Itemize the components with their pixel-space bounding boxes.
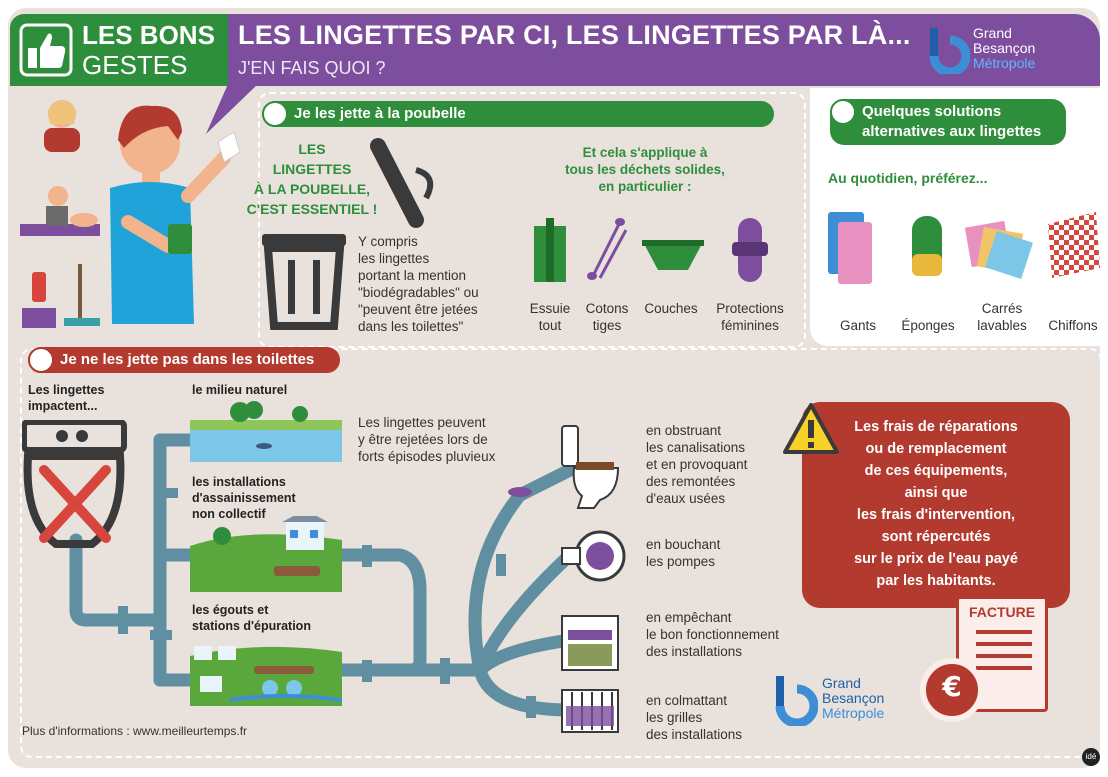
effect-3-line-3: des installations <box>646 644 743 659</box>
milieu-naturel-label: le milieu naturel <box>192 383 288 397</box>
clogged-grid-icon <box>560 688 620 734</box>
thumbs-down-icon <box>28 347 54 373</box>
warning-line-4: ainsi que <box>904 485 968 501</box>
item-label-protections-1: Protections <box>716 301 784 316</box>
prefer-text: Au quotidien, préférez... <box>828 170 988 186</box>
milieu-text-1: Les lingettes peuvent <box>358 415 486 430</box>
warning-line-8: par les habitants. <box>876 573 996 589</box>
header-brand-line-3: Métropole <box>973 55 1036 71</box>
paper-towel-icon <box>528 216 572 284</box>
section-heading-poubelle: Je les jette à la poubelle <box>262 101 774 127</box>
impact-line-2: impactent... <box>28 399 98 413</box>
diaper-icon <box>640 236 706 276</box>
item-label-cotons-2: tiges <box>592 318 622 333</box>
crossed-toilet-icon <box>22 420 128 560</box>
page-subtitle: J'EN FAIS QUOI ? <box>238 58 386 78</box>
blocked-installation-icon <box>560 614 620 672</box>
note-line-3: portant la mention <box>358 268 467 283</box>
warning-line-7: sur le prix de l'eau payé <box>854 551 1018 567</box>
effect-4-line-1: en colmattant <box>646 693 728 708</box>
washing-gloves-icon <box>826 210 874 286</box>
note-line-2: les lingettes <box>358 251 430 266</box>
note-line-5: "peuvent être jetées <box>358 302 478 317</box>
effect-2-line-2: les pompes <box>646 554 716 569</box>
checkered-cloth-icon <box>1044 210 1104 282</box>
note-line-6: dans les toilettes" <box>358 319 464 334</box>
slogan-line-1: LES <box>298 141 326 157</box>
alt-label-gants: Gants <box>839 318 877 333</box>
invoice-lines <box>976 628 1036 688</box>
solids-line-2: tous les déchets solides, <box>565 162 725 177</box>
natural-environment-illustration <box>190 398 342 462</box>
clogged-pump-icon <box>560 528 630 584</box>
warning-text <box>802 416 1070 592</box>
effect-4-line-3: des installations <box>646 727 743 742</box>
effect-1-line-3: et en provoquant <box>646 457 748 472</box>
warning-line-2: ou de remplacement <box>865 441 1007 457</box>
milieu-text-2: y être rejetées lors de <box>358 432 488 447</box>
alt-label-chiffons: Chiffons <box>1048 318 1098 333</box>
alt-label-eponges: Éponges <box>901 318 955 333</box>
item-label-cotons-1: Cotons <box>585 301 629 316</box>
installations-label-2: d'assainissement <box>192 491 296 505</box>
effect-4-line-2: les grilles <box>646 710 703 725</box>
alternatives-heading-line-2: alternatives aux lingettes <box>862 123 1042 140</box>
non-collective-sanitation-illustration <box>190 516 342 592</box>
item-label-essuie-1: Essuie <box>529 301 571 316</box>
alternatives-heading-line-1: Quelques solutions <box>862 103 1002 120</box>
item-label-protections-2: féminines <box>721 318 779 333</box>
footer-brand-logo-icon <box>772 674 818 726</box>
warning-line-1: Les frais de réparations <box>854 419 1018 435</box>
item-label-couches: Couches <box>644 301 698 316</box>
item-label-essuie-2: tout <box>538 318 562 333</box>
cotton-swab-icon <box>584 216 630 284</box>
grand-besancon-logo-icon <box>926 26 970 74</box>
warning-line-5: les frais d'intervention, <box>856 507 1016 523</box>
household-illustration <box>18 92 250 336</box>
slogan-line-2: LINGETTES <box>272 161 352 177</box>
egouts-label-2: stations d'épuration <box>192 619 311 633</box>
effect-3-line-1: en empêchant <box>646 610 732 625</box>
thumbs-up-icon <box>18 22 74 78</box>
alt-label-carres-1: Carrés <box>981 301 1023 316</box>
sponge-icon <box>910 214 944 278</box>
washable-squares-icon <box>962 210 1034 282</box>
euro-symbol: € <box>942 670 962 703</box>
trash-bin-icon <box>258 228 350 330</box>
footer-brand-line-1: Grand <box>822 675 861 691</box>
footer-brand-line-2: Besançon <box>822 690 885 706</box>
header-brand-line-1: Grand <box>973 25 1012 41</box>
effect-3-line-2: le bon fonctionnement <box>646 627 779 642</box>
wipe-falling-icon <box>368 136 444 232</box>
installations-label-3: non collectif <box>192 507 266 521</box>
effect-1-line-4: des remontées <box>646 474 736 489</box>
sewer-station-illustration <box>190 636 342 706</box>
slogan-line-4: C'EST ESSENTIEL ! <box>246 201 378 217</box>
effect-2-line-1: en bouchant <box>646 537 721 552</box>
footer-info-link[interactable]: Plus d'informations : www.meilleurtemps.fr <box>22 724 248 738</box>
alt-label-carres-2: lavables <box>977 318 1027 333</box>
clogged-toilet-icon <box>560 424 620 510</box>
badge-line-1: LES BONS <box>82 20 215 50</box>
effect-1-line-2: les canalisations <box>646 440 746 455</box>
page-title: LES LINGETTES PAR CI, LES LINGETTES PAR LÀ... <box>238 20 911 50</box>
invoice-label: FACTURE <box>968 604 1036 620</box>
note-line-4: "biodégradables" ou <box>358 285 479 300</box>
milieu-text-3: forts épisodes pluvieux <box>358 449 496 464</box>
footer-brand-line-3: Métropole <box>822 705 885 721</box>
thumbs-up-alt-icon <box>830 99 856 125</box>
alternatives-heading <box>830 99 1066 145</box>
effect-1-line-1: en obstruant <box>646 423 722 438</box>
effect-1-line-5: d'eaux usées <box>646 491 726 506</box>
sanitary-pad-icon <box>732 216 768 284</box>
impact-line-1: Les lingettes <box>28 383 105 397</box>
warning-line-3: de ces équipements, <box>864 463 1008 479</box>
warning-line-6: sont répercutés <box>881 529 991 545</box>
egouts-label-1: les égouts et <box>192 603 269 617</box>
slogan-line-3: À LA POUBELLE, <box>253 181 371 197</box>
header-brand-line-2: Besançon <box>973 40 1036 56</box>
credit-badge: idé <box>1082 748 1100 766</box>
badge-line-2: GESTES <box>82 50 188 80</box>
installations-label-1: les installations <box>192 475 286 489</box>
note-line-1: Y compris <box>358 234 418 249</box>
solids-line-3: en particulier : <box>598 179 692 194</box>
solids-line-1: Et cela s'applique à <box>582 145 708 160</box>
section-heading-toilettes: Je ne les jette pas dans les toilettes <box>28 347 340 373</box>
